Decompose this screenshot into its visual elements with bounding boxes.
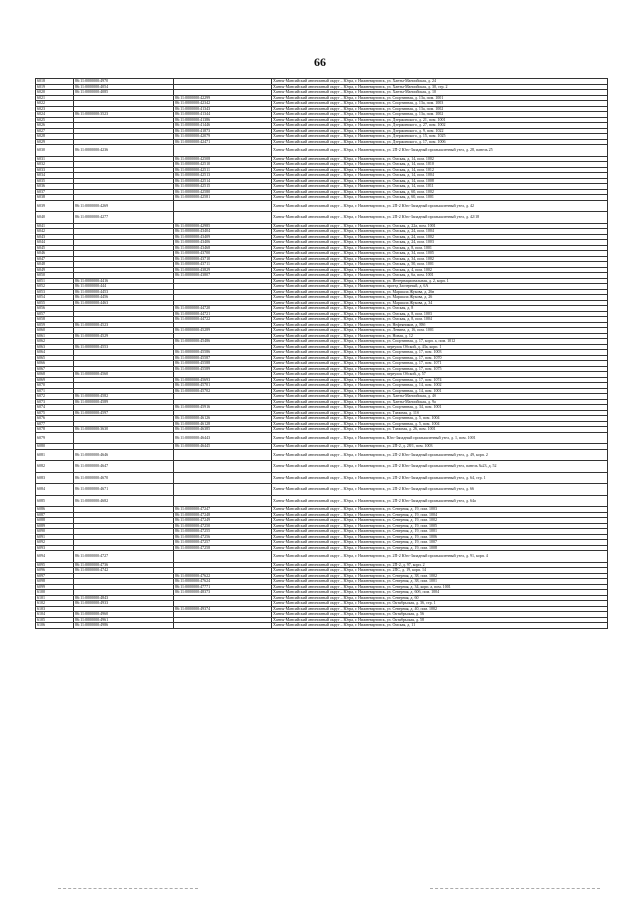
cadastral-number-cell: 86:11:0000000:4597: [74, 410, 174, 416]
cadastral-number-cell: 86:11:0000000:4463: [74, 300, 174, 306]
address-cell: Ханты-Мансийский автономный округ – Югра, г. Нижневартовск, ул. Северная, д. 60: [272, 595, 608, 601]
row-number-cell: 6064: [36, 350, 74, 356]
address-cell: Ханты-Мансийский автономный округ – Югра, г. Нижневартовск, ул. Омская, д. 14, пом. 1002: [272, 156, 608, 162]
row-number-cell: 6062: [36, 339, 74, 345]
row-number-cell: 6082: [36, 461, 74, 473]
room-cadastral-number-cell: 86:11:0000000:42581: [174, 195, 272, 201]
address-cell: Ханты-Мансийский автономный округ – Югра, г. Нижневартовск, ул. Северная, д. 38, пом. 1002: [272, 573, 608, 579]
room-cadastral-number-cell: 86:11:0000000:47250: [174, 523, 272, 529]
cadastral-number-cell: 86:11:0000000:4416: [74, 278, 174, 284]
cadastral-number-cell: 86:11:0000000:4670: [74, 472, 174, 484]
address-cell: Ханты-Мансийский автономный округ – Югра, г. Нижневартовск, ул. Омская, д. 6а, пом. 1001: [272, 273, 608, 279]
room-cadastral-number-cell: 86:11:0000000:47622: [174, 573, 272, 579]
room-cadastral-number-cell: 86:11:0000000:41446: [174, 123, 272, 129]
row-number-cell: 6054: [36, 295, 74, 301]
cadastral-number-cell: 86:11:0000000:4269: [74, 200, 174, 212]
room-cadastral-number-cell: 86:11:0000000:42299: [174, 95, 272, 101]
cadastral-number-cell: [74, 432, 174, 444]
address-cell: Ханты-Мансийский автономный округ – Югра, г. Нижневартовск, ул. Спортивная, д. 17, пом. 1075: [272, 366, 608, 372]
row-number-cell: 6102: [36, 601, 74, 607]
room-cadastral-number-cell: 86:11:0000000:42513: [174, 173, 272, 179]
row-number-cell: 6043: [36, 234, 74, 240]
room-cadastral-number-cell: 86:11:0000000:43700: [174, 251, 272, 257]
room-cadastral-number-cell: 86:11:0000000:45702: [174, 388, 272, 394]
cadastral-number-cell: 86:11:0000000:4736: [74, 562, 174, 568]
row-number-cell: 6073: [36, 399, 74, 405]
address-cell: Ханты-Мансийский автономный округ – Югра, г. Нижневартовск, ул. Северная, д. 34, корп. а, пом. 1001: [272, 584, 608, 590]
room-cadastral-number-cell: 86:11:0000000:43829: [174, 267, 272, 273]
row-number-cell: 6026: [36, 123, 74, 129]
address-cell: Ханты-Мансийский автономный округ – Югра, г. Нижневартовск, ул. Интернациональная, д. 2, корп. 1: [272, 278, 608, 284]
address-cell: Ханты-Мансийский автономный округ – Югра, г. Нижневартовск, ул. Спортивная, д. 17, пом. 1071: [272, 361, 608, 367]
row-number-cell: 6059: [36, 322, 74, 328]
row-number-cell: 6035: [36, 178, 74, 184]
row-number-cell: 6056: [36, 306, 74, 312]
table-row: [36, 145, 608, 157]
room-cadastral-number-cell: 86:11:0000000:45587: [174, 355, 272, 361]
row-number-cell: 6077: [36, 421, 74, 427]
footer-dashed-line-right: [430, 888, 600, 889]
room-cadastral-number-cell: 86:11:0000000:47249: [174, 518, 272, 524]
row-number-cell: 6085: [36, 495, 74, 507]
room-cadastral-number-cell: [174, 623, 272, 629]
cadastral-number-cell: 86:11:0000000:4589: [74, 399, 174, 405]
cadastral-number-cell: 86:11:0000000:4646: [74, 449, 174, 461]
address-cell: Ханты-Мансийский автономный округ – Югра, г. Нижневартовск, ул. Омская, д. 8, пом. 1004: [272, 317, 608, 323]
cadastral-number-cell: 86:11:0000000:4277: [74, 212, 174, 224]
address-cell: Ханты-Мансийский автономный округ – Югра, г. Нижневартовск, ул. Ленина, д. 16, пом. 1001: [272, 328, 608, 334]
row-number-cell: 6081: [36, 449, 74, 461]
table-row: [36, 472, 608, 484]
room-cadastral-number-cell: 86:11:0000000:42514: [174, 178, 272, 184]
room-cadastral-number-cell: 86:11:0000000:42511: [174, 167, 272, 173]
row-number-cell: 6074: [36, 405, 74, 411]
room-cadastral-number-cell: 86:11:0000000:49374: [174, 606, 272, 612]
row-number-cell: 6105: [36, 617, 74, 623]
address-cell: Ханты-Мансийский автономный округ – Югра, г. Нижневартовск, ул. Северная, д. 19, пом. 1004: [272, 512, 608, 518]
address-cell: Ханты-Мансийский автономный округ – Югра, г. Нижневартовск, ул. Спортивная, д. 5, пом. 1004: [272, 416, 608, 422]
address-cell: Ханты-Мансийский автономный округ – Югра, г. Нижневартовск, ул. Маршала Жукова, д. 26: [272, 295, 608, 301]
address-cell: Ханты-Мансийский автономный округ – Югра, г. Нижневартовск, ул. 2П-2 Юго-Западный промышленный узел, панель №23, д. 52: [272, 461, 608, 473]
address-cell: Ханты-Мансийский автономный округ – Югра, г. Нижневартовск, ул. Спортивная, д. 13а, пом. 1003: [272, 101, 608, 107]
address-cell: Ханты-Мансийский автономный округ – Югра, г. Нижневартовск, ул. 2П-2 Юго-Западный промышленный узел, д. 28, панель 25: [272, 145, 608, 157]
row-number-cell: 6036: [36, 184, 74, 190]
room-cadastral-number-cell: 86:11:0000000:47247: [174, 507, 272, 513]
address-cell: Ханты-Мансийский автономный округ – Югра, г. Нижневартовск, ул. Северная, д. 19, пом. 1002: [272, 518, 608, 524]
room-cadastral-number-cell: 86:11:0000000:47258: [174, 545, 272, 551]
cadastral-number-cell: 86:11:0000000:4560: [74, 372, 174, 378]
row-number-cell: 6021: [36, 95, 74, 101]
address-cell: Ханты-Мансийский автономный округ – Югра, г. Нижневартовск, ул. Таежная, д. 11б: [272, 410, 608, 416]
row-number-cell: 6047: [36, 256, 74, 262]
address-cell: Ханты-Мансийский автономный округ – Югра, г. Нижневартовск, ул. Дзержинского, д. 9, пом. 1022: [272, 128, 608, 134]
address-cell: Ханты-Мансийский автономный округ – Югра, г. Нижневартовск, ул. Северная, д. 40, пом. 1002: [272, 606, 608, 612]
room-cadastral-number-cell: 86:11:0000000:46128: [174, 421, 272, 427]
row-number-cell: 6029: [36, 139, 74, 145]
address-cell: Ханты-Мансийский автономный округ – Югра, г. Нижневартовск, ул. Спортивная, д. 17, пом. 1003: [272, 350, 608, 356]
room-cadastral-number-cell: 86:11:0000000:42985: [174, 223, 272, 229]
cadastral-number-cell: 86:11:0000000:4647: [74, 461, 174, 473]
row-number-cell: 6037: [36, 189, 74, 195]
address-cell: Ханты-Мансийский автономный округ – Югра, г. Нижневартовск, ул. 2П-2 Юго-Западный промышленный узел, д. 42: [272, 200, 608, 212]
cadastral-number-cell: 86:11:0000000:4582: [74, 394, 174, 400]
room-cadastral-number-cell: 86:11:0000000:43710: [174, 256, 272, 262]
row-number-cell: 6090: [36, 529, 74, 535]
row-number-cell: 6048: [36, 262, 74, 268]
address-cell: Ханты-Мансийский автономный округ – Югра, г. Нижневартовск, ул. Октябрьская, д. 36, стр. 1: [272, 601, 608, 607]
address-cell: Ханты-Мансийский автономный округ – Югра, г. Нижневартовск, ул. Ханты-Мансийская, д. 24: [272, 79, 608, 85]
address-cell: Ханты-Мансийский автономный округ – Югра, г. Нижневартовск, ул. 2П-2 Юго-Западный промышленный узел, д. 42/18: [272, 212, 608, 224]
row-number-cell: 6093: [36, 545, 74, 551]
address-cell: Ханты-Мансийский автономный округ – Югра, г. Нижневартовск, ул. Новая, д. 12: [272, 333, 608, 339]
address-cell: Ханты-Мансийский автономный округ – Югра, г. Нижневартовск, ул. Таежная, д. 26, пом. 1001: [272, 427, 608, 433]
room-cadastral-number-cell: 86:11:0000000:45486: [174, 339, 272, 345]
row-number-cell: 6092: [36, 540, 74, 546]
room-cadastral-number-cell: 86:11:0000000:42510: [174, 162, 272, 168]
room-cadastral-number-cell: [174, 484, 272, 496]
cadastral-number-cell: 86:11:0000000:4456: [74, 295, 174, 301]
room-cadastral-number-cell: 86:11:0000000:45588: [174, 361, 272, 367]
address-cell: Ханты-Мансийский автономный округ – Югра, г. Нижневартовск, ул. Омская, д. 24, пом. 1002: [272, 234, 608, 240]
address-cell: Ханты-Мансийский автономный округ – Югра, г. Нижневартовск, ул. Дзержинского, д. 15, пом. 1025: [272, 134, 608, 140]
cadastral-number-cell: 86:11:0000000:444: [74, 284, 174, 290]
room-cadastral-number-cell: 86:11:0000000:44722: [174, 317, 272, 323]
address-cell: Ханты-Мансийский автономный округ – Югра, г. Нижневартовск, ул. Северная, д. 19, пом. 1006: [272, 534, 608, 540]
row-number-cell: 6024: [36, 112, 74, 118]
row-number-cell: 6098: [36, 579, 74, 585]
address-cell: Ханты-Мансийский автономный округ – Югра, г. Нижневартовск, ул. Омская, д. 34, пом. 1005: [272, 251, 608, 257]
row-number-cell: 6097: [36, 573, 74, 579]
room-cadastral-number-cell: 86:11:0000000:43468: [174, 245, 272, 251]
row-number-cell: 6040: [36, 212, 74, 224]
address-cell: Ханты-Мансийский автономный округ – Югра, г. Нижневартовск, ул. Спортивная, д. 17, корп. а, пом. 1012: [272, 339, 608, 345]
address-cell: Ханты-Мансийский автономный округ – Югра, г. Нижневартовск, ул. Омская, д. 50, пом. 1001: [272, 262, 608, 268]
row-number-cell: 6049: [36, 267, 74, 273]
address-cell: Ханты-Мансийский автономный округ – Югра, г. Нижневартовск, переулок Обской, д. 43а, корп. 1: [272, 344, 608, 350]
address-cell: Ханты-Мансийский автономный округ – Югра, г. Нижневартовск, ул. Ханты-Мансийская, д. 4б: [272, 394, 608, 400]
room-cadastral-number-cell: [174, 461, 272, 473]
row-number-cell: 6045: [36, 245, 74, 251]
cadastral-number-cell: 86:11:0000000:4961: [74, 617, 174, 623]
address-cell: Ханты-Мансийский автономный округ – Югра, г. Нижневартовск, ул. Северная, д. 19, пом. 1007: [272, 540, 608, 546]
room-cadastral-number-cell: 86:11:0000000:42342: [174, 101, 272, 107]
room-cadastral-number-cell: 86:11:0000000:45589: [174, 366, 272, 372]
table-row: [36, 212, 608, 224]
row-number-cell: 6063: [36, 344, 74, 350]
room-cadastral-number-cell: 86:11:0000000:44721: [174, 311, 272, 317]
row-number-cell: 6018: [36, 79, 74, 85]
room-cadastral-number-cell: [174, 200, 272, 212]
address-cell: Ханты-Мансийский автономный округ – Югра, г. Нижневартовск, ул. Дзержинского, д. 21, пом. 1001: [272, 117, 608, 123]
room-cadastral-number-cell: 86:11:0000000:43711: [174, 262, 272, 268]
room-cadastral-number-cell: [174, 551, 272, 563]
row-number-cell: 6042: [36, 229, 74, 235]
cadastral-number-cell: 86:11:0000000:4054: [74, 84, 174, 90]
row-number-cell: 6086: [36, 507, 74, 513]
row-number-cell: 6106: [36, 623, 74, 629]
cadastral-number-cell: 86:11:0000000:4843: [74, 595, 174, 601]
row-number-cell: 6099: [36, 584, 74, 590]
room-cadastral-number-cell: 86:11:0000000:43404: [174, 229, 272, 235]
room-cadastral-number-cell: 86:11:0000000:42580: [174, 189, 272, 195]
room-cadastral-number-cell: 86:11:0000000:45586: [174, 350, 272, 356]
room-cadastral-number-cell: 86:11:0000000:45916: [174, 405, 272, 411]
room-cadastral-number-cell: 86:11:0000000:47248: [174, 512, 272, 518]
address-cell: Ханты-Мансийский автономный округ – Югра, г. Нижневартовск, ул. Октябрьская, д. 56: [272, 612, 608, 618]
address-cell: Ханты-Мансийский автономный округ – Югра, г. Нижневартовск, ул. Спортивная, д. 14, пом. 1001: [272, 388, 608, 394]
address-cell: Ханты-Мансийский автономный округ – Югра, г. Нижневартовск, ул. Омская, д. 24, пом. 1003: [272, 240, 608, 246]
row-number-cell: 6055: [36, 300, 74, 306]
row-number-cell: 6051: [36, 278, 74, 284]
cadastral-number-cell: 86:11:0000000:4671: [74, 484, 174, 496]
room-cadastral-number-cell: 86:11:0000000:41344: [174, 112, 272, 118]
address-cell: Ханты-Мансийский автономный округ – Югра, г. Нижневартовск, ул. 2П-2 Юго-Западный промышленный узел, д. 64, стр. 1: [272, 472, 608, 484]
row-number-cell: 6075: [36, 410, 74, 416]
room-cadastral-number-cell: 86:11:0000000:43409: [174, 234, 272, 240]
address-cell: Ханты-Мансийский автономный округ – Югра, г. Нижневартовск, ул. Омская, д. 8, пом. 1003: [272, 311, 608, 317]
room-cadastral-number-cell: 86:11:0000000:47624: [174, 579, 272, 585]
row-number-cell: 6070: [36, 383, 74, 389]
table-row: [36, 484, 608, 496]
row-number-cell: 6028: [36, 134, 74, 140]
room-cadastral-number-cell: 86:11:0000000:47256: [174, 534, 272, 540]
address-cell: Ханты-Мансийский автономный округ – Югра, г. Нижневартовск, ул. Спортивная, д. 13а, пом. 1002: [272, 106, 608, 112]
row-number-cell: 6065: [36, 355, 74, 361]
room-cadastral-number-cell: [174, 212, 272, 224]
room-cadastral-number-cell: 86:11:0000000:46443: [174, 432, 272, 444]
address-cell: Ханты-Мансийский автономный округ – Югра, г. Нижневартовск, ул. 2П-2 Юго-Западный промышленный узел, д. 91, корп. 4: [272, 551, 608, 563]
address-cell: Ханты-Мансийский автономный округ – Югра, г. Нижневартовск, ул. Северная, д. 19, пом. 1005: [272, 523, 608, 529]
address-cell: Ханты-Мансийский автономный округ – Югра, г. Нижневартовск, ул. Спортивная, д. 5, пом. 1004: [272, 421, 608, 427]
address-cell: Ханты-Мансийский автономный округ – Югра, г. Нижневартовск, ул. Омская, д. 8, пом. 1001: [272, 245, 608, 251]
row-number-cell: 6032: [36, 162, 74, 168]
address-cell: Ханты-Мансийский автономный округ – Югра, г. Нижневартовск, ул. Омская, д. 8: [272, 306, 608, 312]
row-number-cell: 6069: [36, 377, 74, 383]
address-cell: Ханты-Мансийский автономный округ – Югра, г. Нижневартовск, ул. Северная, д. 38, пом. 1001: [272, 579, 608, 585]
row-number-cell: 6095: [36, 562, 74, 568]
room-cadastral-number-cell: 86:11:0000000:46445: [174, 444, 272, 450]
address-cell: Ханты-Мансийский автономный округ – Югра, г. Нижневартовск, ул. Ханты-Мансийская, д. 30, стр. 2: [272, 84, 608, 90]
cadastral-number-cell: 86:11:0000000:4986: [74, 623, 174, 629]
row-number-cell: 6087: [36, 512, 74, 518]
address-cell: Ханты-Мансийский автономный округ – Югра, г. Нижневартовск, ул. Спортивная, д. 34, пом. 1001: [272, 405, 608, 411]
row-number-cell: 6050: [36, 273, 74, 279]
cadastral-number-cell: 86:11:0000000:4727: [74, 551, 174, 563]
row-number-cell: 6083: [36, 472, 74, 484]
address-cell: Ханты-Мансийский автономный округ – Югра, г. Нижневартовск, ул. Северная, д. 19, пом. 1008: [272, 545, 608, 551]
room-cadastral-number-cell: 86:11:0000000:41343: [174, 106, 272, 112]
cadastral-number-cell: 86:11:0000000:4529: [74, 333, 174, 339]
room-cadastral-number-cell: [174, 449, 272, 461]
room-cadastral-number-cell: 86:11:0000000:42079: [174, 134, 272, 140]
row-number-cell: 6033: [36, 167, 74, 173]
address-cell: Ханты-Мансийский автономный округ – Югра, г. Нижневартовск, ул. Дзержинского, д. 17, пом. 1006: [272, 139, 608, 145]
row-number-cell: 6044: [36, 240, 74, 246]
row-number-cell: 6088: [36, 518, 74, 524]
cadastral-number-cell: 86:11:0000000:4960: [74, 612, 174, 618]
table-row: [36, 449, 608, 461]
room-cadastral-number-cell: 86:11:0000000:41386: [174, 117, 272, 123]
room-cadastral-number-cell: 86:11:0000000:43406: [174, 240, 272, 246]
cadastral-number-cell: 86:11:0000000:3523: [74, 112, 174, 118]
address-cell: Ханты-Мансийский автономный округ – Югра, г. Нижневартовск, ул. Омская, д. 22а, пом. 1001: [272, 223, 608, 229]
address-cell: Ханты-Мансийский автономный округ – Югра, г. Нижневартовск, ул. Октябрьская, д. 58: [272, 617, 608, 623]
address-cell: Ханты-Мансийский автономный округ – Югра, г. Нижневартовск, ул. Спортивная, д. 13а, пом. 1001: [272, 95, 608, 101]
table-row: [36, 200, 608, 212]
address-cell: Ханты-Мансийский автономный округ – Югра, г. Нижневартовск, ул. Спортивная, д. 13а, пом. 1002: [272, 112, 608, 118]
cadastral-number-cell: 86:11:0000000:4553: [74, 344, 174, 350]
table-row: [36, 551, 608, 563]
address-cell: Ханты-Мансийский автономный округ – Югра, г. Нижневартовск, ул. Омская, д. 14, пом. 1012: [272, 167, 608, 173]
address-cell: Ханты-Мансийский автономный округ – Югра, г. Нижневартовск, ул. Омская, д. 60, пом. 1002: [272, 189, 608, 195]
room-cadastral-number-cell: [174, 472, 272, 484]
row-number-cell: 6034: [36, 173, 74, 179]
address-cell: Ханты-Мансийский автономный округ – Югра, г. Нижневартовск, ул. Омская, д. 60, пом. 1001: [272, 195, 608, 201]
address-cell: Ханты-Мансийский автономный округ – Югра, г. Нижневартовск, ул. Ханты-Мансийская, д. 9а: [272, 399, 608, 405]
row-number-cell: 6103: [36, 606, 74, 612]
row-number-cell: 6030: [36, 145, 74, 157]
room-cadastral-number-cell: 86:11:0000000:42508: [174, 156, 272, 162]
row-number-cell: 6066: [36, 361, 74, 367]
row-number-cell: 6080: [36, 444, 74, 450]
row-number-cell: 6031: [36, 156, 74, 162]
cadastral-number-cell: 86:11:0000000:4682: [74, 495, 174, 507]
table-row: [36, 623, 608, 629]
row-number-cell: 6053: [36, 289, 74, 295]
table-row: [36, 461, 608, 473]
cadastral-number-cell: 86:11:0000000:4085: [74, 90, 174, 96]
row-number-cell: 6078: [36, 427, 74, 433]
row-number-cell: 6027: [36, 128, 74, 134]
room-cadastral-number-cell: 86:11:0000000:43807: [174, 273, 272, 279]
row-number-cell: 6071: [36, 388, 74, 394]
row-number-cell: 6104: [36, 612, 74, 618]
address-cell: Ханты-Мансийский автономный округ – Югра, г. Нижневартовск, ул. 2П-2 Юго-Западный промышленный узел, д. 49, корп. 2: [272, 449, 608, 461]
address-cell: Ханты-Мансийский автономный округ – Югра, г. Нижневартовск, ул. Маршала Жукова, д. 26в: [272, 289, 608, 295]
address-cell: Ханты-Мансийский автономный округ – Югра, г. Нижневартовск, ул. Омская, д. 14, пом. 1004: [272, 173, 608, 179]
address-cell: Ханты-Мансийский автономный округ – Югра, г. Нижневартовск, ул. Спортивная, д. 17, пом. 1074: [272, 377, 608, 383]
row-number-cell: 6058: [36, 317, 74, 323]
address-cell: Ханты-Мансийский автономный округ – Югра, г. Нижневартовск, ул. Северная, д. 19, пом. 1003: [272, 507, 608, 513]
row-number-cell: 6067: [36, 366, 74, 372]
row-number-cell: 6052: [36, 284, 74, 290]
row-number-cell: 6061: [36, 333, 74, 339]
row-number-cell: 6089: [36, 523, 74, 529]
address-cell: Ханты-Мансийский автономный округ – Югра, г. Нижневартовск, Юго-Западный промышленный узел, д. 1, пом. 1001: [272, 432, 608, 444]
cadastral-table: [35, 78, 608, 629]
address-cell: Ханты-Мансийский автономный округ – Югра, г. Нижневартовск, ул. 2П-2 Юго-Западный промышленный узел, д. 66: [272, 484, 608, 496]
address-cell: Ханты-Мансийский автономный округ – Югра, г. Нижневартовск, ул. Нефтяников, д. 88б: [272, 322, 608, 328]
row-number-cell: 6091: [36, 534, 74, 540]
room-cadastral-number-cell: 86:11:0000000:47771: [174, 584, 272, 590]
room-cadastral-number-cell: [174, 495, 272, 507]
room-cadastral-number-cell: 86:11:0000000:44720: [174, 306, 272, 312]
address-cell: Ханты-Мансийский автономный округ – Югра, г. Нижневартовск, ул. 2ПС, д. 19, корп. 14: [272, 568, 608, 574]
footer-dashed-line-left: [58, 888, 198, 889]
cadastral-number-cell: 86:11:0000000:4933: [74, 601, 174, 607]
address-cell: Ханты-Мансийский автономный округ – Югра, г. Нижневартовск, ул. 2П-2, д. 28/1, пом. 1003: [272, 444, 608, 450]
page-number: 66: [314, 55, 326, 69]
room-cadastral-number-cell: 86:11:0000000:45693: [174, 377, 272, 383]
row-number-cell: 6020: [36, 90, 74, 96]
room-cadastral-number-cell: 86:11:0000000:46126: [174, 416, 272, 422]
row-number-cell: 6038: [36, 195, 74, 201]
address-cell: Ханты-Мансийский автономный округ – Югра, г. Нижневартовск, ул. Северная, д. 19, пом. 1001: [272, 529, 608, 535]
cadastral-number-cell: 86:11:0000000:4236: [74, 145, 174, 157]
row-number-cell: 6084: [36, 484, 74, 496]
row-number-cell: 6041: [36, 223, 74, 229]
room-cadastral-number-cell: 86:11:0000000:48373: [174, 590, 272, 596]
address-cell: Ханты-Мансийский автономный округ – Югра, г. Нижневартовск, ул. Омская, д. 4, пом. 1002: [272, 267, 608, 273]
row-number-cell: 6072: [36, 394, 74, 400]
row-number-cell: 6101: [36, 595, 74, 601]
room-cadastral-number-cell: 86:11:0000000:42515: [174, 184, 272, 190]
row-number-cell: 6057: [36, 311, 74, 317]
row-number-cell: 6025: [36, 117, 74, 123]
row-number-cell: 6094: [36, 551, 74, 563]
room-cadastral-number-cell: 86:11:0000000:47257: [174, 540, 272, 546]
row-number-cell: 6022: [36, 101, 74, 107]
cadastral-number-cell: 86:11:0000000:3630: [74, 427, 174, 433]
room-cadastral-number-cell: 86:11:0000000:45289: [174, 328, 272, 334]
cadastral-number-cell: 86:11:0000000:4742: [74, 568, 174, 574]
row-number-cell: 6096: [36, 568, 74, 574]
address-cell: Ханты-Мансийский автономный округ – Югра, г. Нижневартовск, ул. Спортивная, д. 17, пом. 1070: [272, 355, 608, 361]
address-cell: Ханты-Мансийский автономный округ – Югра, г. Нижневартовск, переулок Обской, д. 57: [272, 372, 608, 378]
row-number-cell: 6079: [36, 432, 74, 444]
address-cell: Ханты-Мансийский автономный округ – Югра, г. Нижневартовск, ул. Омская, д. 14, пом. 1008: [272, 178, 608, 184]
address-cell: Ханты-Мансийский автономный округ – Югра, г. Нижневартовск, ул. Омская, д. 24, пом. 1004: [272, 229, 608, 235]
room-cadastral-number-cell: 86:11:0000000:47255: [174, 529, 272, 535]
room-cadastral-number-cell: 86:11:0000000:46385: [174, 427, 272, 433]
address-cell: Ханты-Мансийский автономный округ – Югра, г. Нижневартовск, ул. Омская, д. 34, пом. 1002: [272, 256, 608, 262]
room-cadastral-number-cell: [174, 145, 272, 157]
address-cell: Ханты-Мансийский автономный округ – Югра, г. Нижневартовск, ул. Ханты-Мансийская, д. 10: [272, 90, 608, 96]
table-row: [36, 432, 608, 444]
table-row: [36, 495, 608, 507]
row-number-cell: 6046: [36, 251, 74, 257]
cadastral-number-cell: 86:11:0000000:4523: [74, 322, 174, 328]
address-cell: Ханты-Мансийский автономный округ – Югра, г. Нижневартовск, ул. Северная, д. 60б, пом. 1004: [272, 590, 608, 596]
row-number-cell: 6068: [36, 372, 74, 378]
address-cell: Ханты-Мансийский автономный округ – Югра, г. Нижневартовск, ул. Дзержинского, д. 27, пом. 1002: [272, 123, 608, 129]
address-cell: Ханты-Мансийский автономный округ – Югра, г. Нижневартовск, ул. Омская, д. 14, пом. 1010: [272, 162, 608, 168]
address-cell: Ханты-Мансийский автономный округ – Югра, г. Нижневартовск, ул. 2П-2 Юго-Западный промышленный узел, д. 64а: [272, 495, 608, 507]
room-cadastral-number-cell: 86:11:0000000:42471: [174, 139, 272, 145]
room-cadastral-number-cell: 86:11:0000000:41873: [174, 128, 272, 134]
address-cell: Ханты-Мансийский автономный округ – Югра, г. Нижневартовск, ул. Маршала Жукова, д. 34: [272, 300, 608, 306]
row-number-cell: 6060: [36, 328, 74, 334]
cadastral-number-cell: 86:11:0000000:4453: [74, 289, 174, 295]
address-cell: Ханты-Мансийский автономный округ – Югра, г. Нижневартовск, ул. Спортивная, д. 14, пом. 1002: [272, 383, 608, 389]
address-cell: Ханты-Мансийский автономный округ – Югра, г. Нижневартовск, проезд Заозерный, д. 6А: [272, 284, 608, 290]
row-number-cell: 6019: [36, 84, 74, 90]
cadastral-number-cell: 86:11:0000000:4970: [74, 79, 174, 85]
address-cell: Ханты-Мансийский автономный округ – Югра, г. Нижневартовск, ул. Омская, д. 11: [272, 623, 608, 629]
row-number-cell: 6023: [36, 106, 74, 112]
address-cell: Ханты-Мансийский автономный округ – Югра, г. Нижневартовск, ул. 2П-2, д. 97, корп. 2: [272, 562, 608, 568]
address-cell: Ханты-Мансийский автономный округ – Югра, г. Нижневартовск, ул. Омская, д. 14, пом. 1011: [272, 184, 608, 190]
table-body: [36, 79, 608, 629]
row-number-cell: 6076: [36, 416, 74, 422]
row-number-cell: 6100: [36, 590, 74, 596]
row-number-cell: 6039: [36, 200, 74, 212]
room-cadastral-number-cell: 86:11:0000000:45701: [174, 383, 272, 389]
